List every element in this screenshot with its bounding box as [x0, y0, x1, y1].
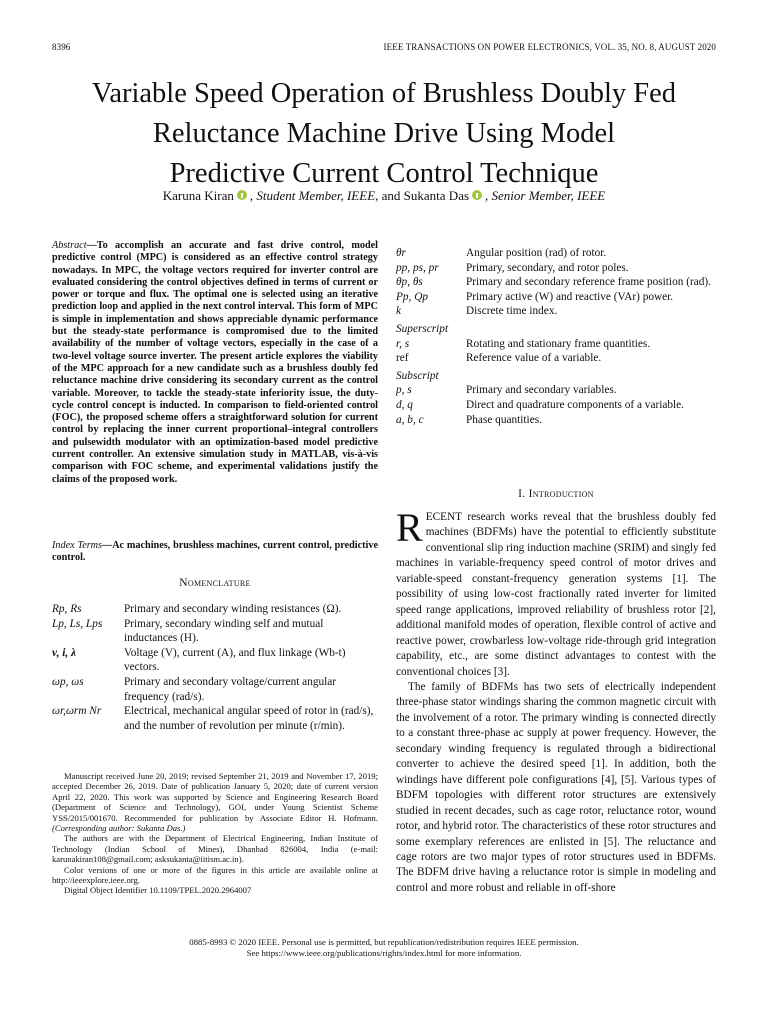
nomenclature-symbol: d, q: [396, 398, 413, 411]
nomenclature-row: [52, 675, 378, 704]
page-number: 8396: [52, 42, 71, 52]
abstract-label: Abstract: [52, 240, 87, 251]
nomenclature-row: [396, 398, 716, 413]
superscript-heading: Superscript: [396, 322, 449, 335]
drop-cap: R: [396, 505, 423, 550]
author-name: Karuna Kiran: [162, 188, 234, 203]
nomenclature-symbol: v, i, λ: [52, 646, 77, 659]
nomenclature-symbol: p, s: [396, 384, 412, 397]
intro-paragraph: The family of BDFMs has two sets of electrically independent three-phase stator windings sharing the common magnetic circuit with the involvement of a rotor. The primary winding is connected directly to a constant three-phase ac supply at power frequency. However, the secondary winding frequency is regulated through a bidirectional converter to achieve the desired speed [1]. In addition, both the windings have different pole configurations [4], [5]. Various types of BDFM topologies with different rotor structures are extensively studied in recent decades, such as cage rotor, reluctance rotor, wound rotor, and hybrid rotor. The characteristics of these rotor structures and some exemplary references are enlisted in [5]. The reluctance and cage rotors are two major types of rotor structures used in BDFMs. The BDFM drive having a reluctance rotor is simple in modeling and control and more robust and reliable in off-shore: [396, 680, 716, 894]
corresponding-author: (Corresponding author: Sukanta Das.): [52, 823, 186, 834]
abstract: [52, 240, 378, 486]
footnote-paragraph: Color versions of one or more of the figures in this article are available online at http://ieeexplore.ieee.org.: [52, 864, 378, 886]
nomenclature-symbol: Lp, Ls, Lps: [52, 617, 103, 630]
nomenclature-desc: Phase quantities.: [466, 413, 542, 426]
nomenclature-desc: Reference value of a variable.: [466, 352, 602, 365]
footnote-paragraph: The authors are with the Department of Electrical Engineering, Indian Institute of Technology (Indian School of Mines), Dhanbad 826004, India (e-mail: karunakiran108@gmail.com; asksukanta@iitism.ac.in).: [52, 833, 378, 865]
orcid-icon[interactable]: [472, 190, 482, 200]
nomenclature-row: [396, 290, 716, 305]
nomenclature-row: [396, 304, 716, 319]
author-name: Sukanta Das: [403, 188, 470, 203]
nomenclature-desc: Primary, secondary winding self and mutual inductances (H).: [124, 617, 324, 645]
footnote: [52, 771, 378, 896]
nomenclature-row: [396, 351, 716, 366]
nomenclature-desc: Primary and secondary reference frame position (rad).: [466, 276, 711, 289]
nomenclature-row: [52, 602, 378, 617]
footnote-paragraph: [52, 771, 378, 833]
nomenclature-desc: Primary, secondary, and rotor poles.: [466, 261, 629, 274]
nomenclature-subheading-row: [396, 319, 716, 337]
nomenclature-desc: Direct and quadrature components of a variable.: [466, 398, 685, 411]
footnote-text: Manuscript received June 20, 2019; revised September 21, 2019 and November 17, 2019; accepted December 26, 2019. Date of publication January 5, 2020; date of current version April 22, 2020. This work was supported by Science and Engineering Research Board (Department of Science and Technology), GOI, under Young Scientist Scheme YSS/2015/001670. Recommended for publication by Associate Editor H. Hofmann.: [52, 771, 378, 823]
nomenclature-desc: Primary and secondary voltage/current angular frequency (rad/s).: [124, 675, 337, 703]
copyright-line: 0885-8993 © 2020 IEEE. Personal use is permitted, but republication/redistribution requires IEEE permission.: [189, 937, 579, 947]
introduction-heading: [396, 488, 716, 500]
nomenclature-desc: Discrete time index.: [466, 305, 558, 318]
nomenclature-desc: Angular position (rad) of rotor.: [466, 247, 607, 259]
title-line: Predictive Current Control Technique: [169, 158, 599, 189]
index-terms-label: Index Terms: [52, 540, 103, 551]
index-terms-text: —Ac machines, brushless machines, current control, predictive control.: [52, 540, 378, 564]
author-role: , Senior Member, IEEE: [485, 188, 606, 203]
title-line: Variable Speed Operation of Brushless Doubly Fed: [91, 78, 677, 109]
index-terms: [52, 540, 378, 565]
footnote-paragraph: Digital Object Identifier 10.1109/TPEL.2020.2964007: [64, 885, 252, 896]
paper-title: [40, 74, 728, 194]
nomenclature-row: [396, 337, 716, 352]
nomenclature-row: [396, 275, 716, 290]
copyright-footer: [40, 937, 728, 959]
nomenclature-symbol: a, b, c: [396, 413, 424, 426]
intro-first-word: ECENT: [425, 511, 463, 523]
nomenclature-desc: Primary and secondary winding resistances (Ω).: [124, 603, 342, 615]
author-role: , Student Member, IEEE: [249, 188, 376, 203]
nomenclature-symbol: θr: [396, 247, 406, 259]
nomenclature-symbol: θp, θs: [396, 276, 423, 289]
nomenclature-table-right: [396, 246, 716, 427]
nomenclature-symbol: Pp, Qp: [396, 290, 429, 303]
orcid-icon[interactable]: [237, 190, 247, 200]
nomenclature-row: [52, 704, 378, 733]
section-title: Introduction: [528, 488, 594, 500]
abstract-text: —To accomplish an accurate and fast drive control, model predictive control (MPC) is considered as an effective control strategy nowadays. In MPC, the voltage vectors required for inverter control are evaluated considering the control objectives defined in terms of current or power or torque and flux. The optimal one is selected using an iterative prediction loop and applied in the next control interval. This form of MPC is simple in implementation and shows appreciable dynamic performance but the steady-state performance is compromised due to the limited availability of the number of voltage vectors, especially in the case of a two-level voltage source inverter. The present article explores the viability of the MPC approach for a new candidate such as a brushless doubly fed reluctance machine drive considering its secondary current as the control variable. Moreover, to tackle the steady-state inferiority issue, the duty-cycle control concept is inducted. In comparison to field-oriented control (FOC), the proposed scheme offers a straightforward solution for current control by replacing the inner current proportional–integral controllers and pulsewidth modulator with an optimization-based model predictive current controller. An extensive simulation study in MATLAB, vis-à-vis comparison with FOC scheme, and experimental validations justify the claims of the proposed work.: [52, 240, 378, 485]
nomenclature-row: [396, 383, 716, 398]
section-number: I.: [518, 488, 529, 500]
author-line: [40, 188, 728, 204]
nomenclature-symbol: k: [396, 305, 402, 318]
nomenclature-desc: Electrical, mechanical angular speed of rotor in (rad/s), and the number of revolution per minute (r/min).: [124, 705, 374, 732]
introduction-body: [396, 505, 716, 896]
intro-paragraph: [396, 505, 716, 680]
journal-header: IEEE TRANSACTIONS ON POWER ELECTRONICS, VOL. 35, NO. 8, AUGUST 2020: [383, 42, 716, 52]
nomenclature-desc: Voltage (V), current (A), and flux linkage (Wb-t) vectors.: [124, 646, 346, 674]
nomenclature-symbol: ref: [396, 352, 409, 365]
author-conjunction: , and: [375, 188, 404, 203]
subscript-heading: Subscript: [396, 369, 439, 382]
rights-link-line: See https://www.ieee.org/publications/rights/index.html for more information.: [246, 948, 522, 958]
nomenclature-symbol: pp, ps, pr: [396, 261, 439, 274]
nomenclature-row: [52, 646, 378, 675]
nomenclature-row: [396, 246, 716, 261]
nomenclature-desc: Rotating and stationary frame quantities.: [466, 337, 651, 350]
nomenclature-desc: Primary active (W) and reactive (VAr) power.: [466, 290, 674, 303]
nomenclature-row: [396, 261, 716, 276]
nomenclature-symbol: ωr,ωrm Nr: [52, 705, 102, 718]
title-line: Reluctance Machine Drive Using Model: [152, 118, 616, 149]
nomenclature-table-left: [52, 602, 378, 733]
nomenclature-subheading-row: [396, 366, 716, 384]
nomenclature-symbol: r, s: [396, 337, 410, 350]
nomenclature-desc: Primary and secondary variables.: [466, 384, 617, 397]
nomenclature-symbol: ωp, ωs: [52, 675, 84, 688]
nomenclature-row: [396, 413, 716, 428]
nomenclature-heading: Nomenclature: [179, 577, 251, 589]
nomenclature-symbol: Rp, Rs: [52, 603, 82, 615]
nomenclature-row: [52, 617, 378, 646]
intro-text: research works reveal that the brushless doubly fed machines (BDFMs) have the potential to efficiently substitute conventional slip ring induction machine (SRIM) and singly fed machines in variable-frequency speed control of motor drives and variable-speed constant-frequency generation systems [1]. The possibility of using low-cost fractionally rated inverter for limited speed range applications, improved reliability of brushless rotor [2], additional manifold modes of operation, flexible control of active and reactive power, crowbarless low-voltage ride-through grid integration capability, etc., are some distinct advantages to contest with the conventional choices [3].: [396, 511, 716, 678]
